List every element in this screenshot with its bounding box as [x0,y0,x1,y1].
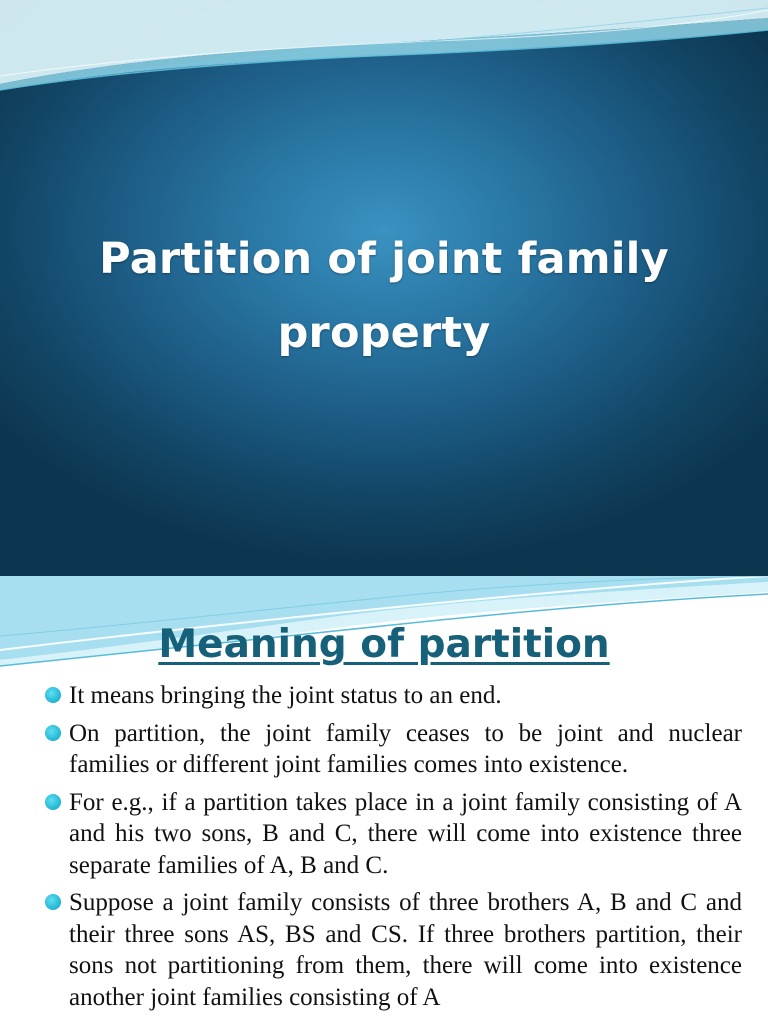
bullet-icon [45,894,61,910]
list-item [45,787,742,882]
content-slide [0,576,768,1024]
list-item [45,680,742,712]
bullet-icon [45,725,61,741]
decorative-wave-top [0,0,768,100]
bullet-icon [45,687,61,703]
bullet-list [45,680,742,1019]
bullet-icon [45,794,61,810]
bullet-text: It means bringing the joint status to an end. [69,682,502,709]
list-item [45,887,742,1013]
list-item [45,718,742,781]
bullet-text: For e.g., if a partition takes place in a joint family consisting of A and his two sons, B and C, there will come into existence three separate families of A, B and C. [69,788,742,879]
slide-heading: Meaning of partition [158,622,610,667]
bullet-text: Suppose a joint family consists of three brothers A, B and C and their three sons AS, BS and CS. If three brothers partition, their sons not partitioning from them, there will come into existence another joint families consisting of A [69,889,742,1011]
bullet-text: On partition, the joint family ceases to be joint and nuclear families or different joint families comes into existence. [69,719,742,778]
slide-title: Partition of joint family property [99,234,669,358]
